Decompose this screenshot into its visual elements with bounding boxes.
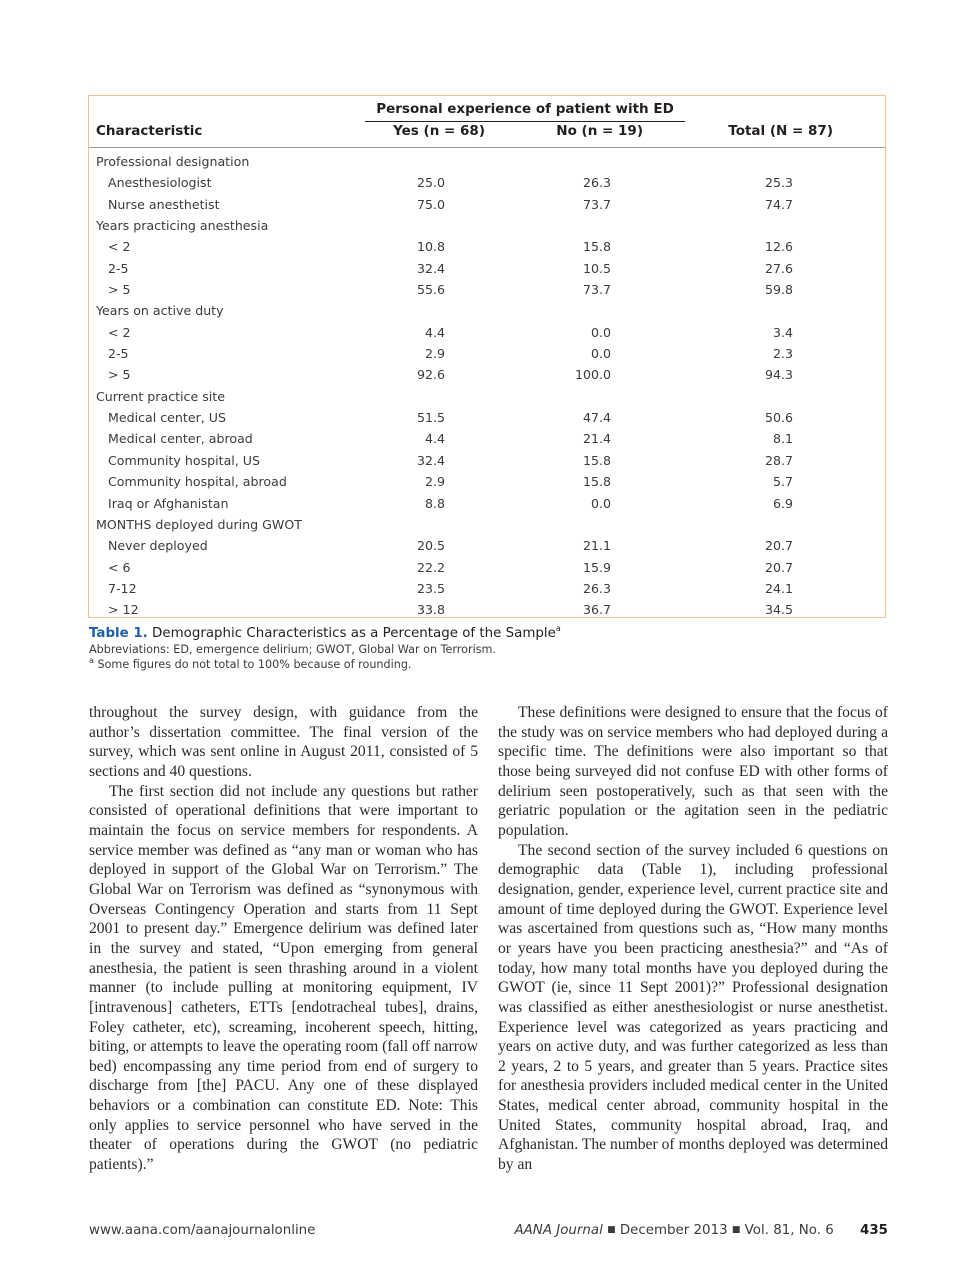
row-label: Medical center, abroad — [108, 431, 253, 447]
cell-yes: 10.8 — [416, 239, 445, 255]
col-header-no: No (n = 19) — [556, 123, 643, 139]
body-column-right — [498, 703, 888, 1175]
cell-total: 24.1 — [764, 580, 793, 596]
row-label: > 5 — [108, 367, 131, 383]
cell-total: 6.9 — [772, 495, 793, 511]
cell-no: 15.8 — [582, 452, 611, 468]
page-number: 435 — [860, 1223, 888, 1238]
table-row — [89, 236, 885, 257]
row-label: Iraq or Afghanistan — [108, 495, 229, 511]
cell-yes: 92.6 — [416, 367, 445, 383]
cell-no: 0.0 — [590, 324, 611, 340]
row-label: Community hospital, abroad — [108, 474, 287, 490]
table-section-row — [89, 386, 885, 407]
table-row — [89, 428, 885, 449]
footer-date: December 2013 — [619, 1223, 728, 1238]
row-label: 7-12 — [108, 580, 137, 596]
cell-total: 34.5 — [764, 602, 793, 618]
row-label: Community hospital, US — [108, 452, 261, 468]
table-row — [89, 364, 885, 385]
table-header — [89, 96, 885, 148]
cell-no: 73.7 — [582, 282, 611, 298]
cell-no: 15.8 — [582, 474, 611, 490]
row-label: > 12 — [108, 602, 139, 618]
cell-no: 0.0 — [590, 346, 611, 362]
table-row — [89, 279, 885, 300]
cell-no: 21.1 — [582, 538, 611, 554]
cell-total: 5.7 — [772, 474, 793, 490]
cell-yes: 22.2 — [416, 559, 445, 575]
body-paragraph: The second section of the survey included 6 questions on demographic data (Table 1), including professional designation, gender, experience level, current practice site and amount of time deployed during the GWOT. Experience level was ascertained from questions such as, “How many months or years have you been practicing anesthesia?” and “As of today, how many total months have you deployed during the GWOT (ie, since 11 Sept 2001)?” Professional designation was classified as either anesthesiologist or nurse anesthetist. Experience level was categorized as years practicing and years on active duty, and was further categorized as less than 2 years, 2 to 5 years, and greater than 5 years. Practice sites for anesthesia providers included medical center in the United States, medical center abroad, community hospital in the United States, community hospital abroad, Iraq, and Afghanistan. The number of months deployed was determined by an — [498, 841, 888, 1174]
cell-yes: 55.6 — [416, 282, 445, 298]
caption-abbreviations: Abbreviations: ED, emergence delirium; GWOT, Global War on Terrorism. — [89, 643, 496, 656]
body-paragraph: throughout the survey design, with guidance from the author’s dissertation committee. The final version of the survey, which was sent online in August 2011, consisted of 5 sections and 40 questions. — [89, 704, 478, 780]
table-caption — [89, 626, 889, 671]
cell-total: 50.6 — [764, 410, 793, 426]
cell-total: 20.7 — [764, 559, 793, 575]
col-header-yes: Yes (n = 68) — [393, 123, 485, 139]
footer-url[interactable]: www.aana.com/aanajournalonline — [89, 1223, 316, 1238]
table-row — [89, 343, 885, 364]
cell-yes: 32.4 — [416, 260, 445, 276]
cell-yes: 4.4 — [424, 431, 445, 447]
table-row — [89, 450, 885, 471]
cell-total: 8.1 — [772, 431, 793, 447]
table-body — [89, 148, 885, 621]
cell-total: 2.3 — [772, 346, 793, 362]
row-label: Professional designation — [96, 154, 250, 169]
caption-footnote-line — [89, 658, 889, 671]
row-label: Years on active duty — [96, 303, 224, 319]
row-label: MONTHS deployed during GWOT — [96, 516, 302, 532]
table-row — [89, 557, 885, 578]
row-label: < 2 — [108, 324, 131, 340]
cell-no: 26.3 — [582, 580, 611, 596]
body-paragraph: The first section did not include any questions but rather consisted of operational definitions that were important to maintain the focus on service members for respondents. A service member was defined as “any man or woman who has deployed in support of the Global War on Terrorism.” The Global War on Terrorism was defined as “synonymous with Overseas Contingency Operation and starts from 11 Sept 2001 to present day.” Emergence delirium was defined later in the survey and stated, “Upon emerging from general anesthesia, the patient is seen thrashing around in a violent manner (to include pulling at monitoring equipment, IV [intravenous] catheters, ETTs [endotracheal tubes], drains, Foley catheter, etc), screaming, incoherent speech, hitting, biting, or attempts to leave the operating room (fall off narrow bed) encompassing any time period from end of surgery to discharge from [the] PACU. Any one of these displayed behaviors or a combination can constitute ED. Note: This only applies to service personnel who have served in the theater of operations during the GWOT (no pediatric patients).” — [89, 782, 479, 1174]
cell-yes: 23.5 — [416, 580, 445, 596]
row-label: > 5 — [108, 282, 131, 298]
row-label: Current practice site — [96, 388, 225, 404]
body-column-left — [89, 703, 478, 1175]
row-label: 2-5 — [108, 346, 129, 362]
row-label: Medical center, US — [108, 410, 226, 426]
row-label: 2-5 — [108, 260, 129, 276]
caption-label: Table 1. — [89, 626, 148, 641]
table-section-row — [89, 514, 885, 535]
table-section-row — [89, 151, 885, 172]
row-label: Never deployed — [108, 538, 208, 554]
footer-journal-info — [514, 1223, 888, 1238]
caption-footnote: Some figures do not total to 100% because of rounding. — [97, 658, 412, 671]
row-label: < 2 — [108, 239, 131, 255]
table-row — [89, 172, 885, 193]
cell-total: 12.6 — [764, 239, 793, 255]
cell-total: 94.3 — [764, 367, 793, 383]
cell-yes: 75.0 — [416, 196, 445, 212]
cell-total: 28.7 — [764, 452, 793, 468]
table-row — [89, 493, 885, 514]
table-section-row — [89, 300, 885, 321]
caption-title-sup: a — [555, 624, 561, 633]
cell-yes: 32.4 — [416, 452, 445, 468]
row-label: < 6 — [108, 559, 131, 575]
cell-no: 15.9 — [582, 559, 611, 575]
cell-total: 59.8 — [764, 282, 793, 298]
row-label: Years practicing anesthesia — [96, 218, 269, 234]
body-paragraph: These definitions were designed to ensure that the focus of the study was on service members who had deployed during a specific time. The definitions were also important so that those being surveyed did not confuse ED with other forms of delirium seen postoperatively, such as that seen with the geriatric population or the agitation seen in the pediatric population. — [498, 704, 888, 839]
footer-volume: Vol. 81, No. 6 — [744, 1223, 834, 1238]
cell-yes: 8.8 — [424, 495, 445, 511]
cell-yes: 20.5 — [416, 538, 445, 554]
cell-no: 73.7 — [582, 196, 611, 212]
cell-no: 26.3 — [582, 175, 611, 191]
demographics-table — [88, 95, 886, 618]
row-label: Nurse anesthetist — [108, 196, 220, 212]
cell-no: 21.4 — [582, 431, 611, 447]
table-row — [89, 322, 885, 343]
col-header-characteristic: Characteristic — [96, 123, 203, 139]
footnote-marker: a — [89, 656, 94, 665]
cell-total: 74.7 — [764, 196, 793, 212]
footer-separator: ■ — [607, 1225, 616, 1235]
cell-yes: 51.5 — [416, 410, 445, 426]
group-header: Personal experience of patient with ED — [376, 101, 674, 117]
cell-yes: 2.9 — [424, 346, 445, 362]
cell-no: 100.0 — [574, 367, 611, 383]
cell-no: 47.4 — [582, 410, 611, 426]
cell-yes: 2.9 — [424, 474, 445, 490]
cell-total: 27.6 — [764, 260, 793, 276]
cell-no: 0.0 — [590, 495, 611, 511]
row-label: Anesthesiologist — [108, 175, 212, 191]
table-row — [89, 535, 885, 556]
table-row — [89, 407, 885, 428]
table-row — [89, 599, 885, 620]
cell-total: 25.3 — [764, 175, 793, 191]
table-row — [89, 578, 885, 599]
page-footer — [89, 1223, 888, 1243]
group-header-rule — [365, 121, 685, 122]
cell-yes: 25.0 — [416, 175, 445, 191]
cell-yes: 33.8 — [416, 602, 445, 618]
caption-title-line — [89, 626, 889, 641]
footer-separator: ■ — [731, 1225, 741, 1235]
cell-total: 3.4 — [772, 324, 793, 340]
caption-title: Demographic Characteristics as a Percentage of the Sample — [152, 626, 556, 641]
table-row — [89, 471, 885, 492]
cell-no: 15.8 — [582, 239, 611, 255]
table-row — [89, 194, 885, 215]
cell-yes: 4.4 — [424, 324, 445, 340]
table-section-row — [89, 215, 885, 236]
footer-journal-name: AANA Journal — [514, 1223, 603, 1238]
col-header-total: Total (N = 87) — [728, 123, 833, 139]
table-row — [89, 258, 885, 279]
cell-no: 36.7 — [582, 602, 611, 618]
cell-no: 10.5 — [582, 260, 611, 276]
cell-total: 20.7 — [764, 538, 793, 554]
